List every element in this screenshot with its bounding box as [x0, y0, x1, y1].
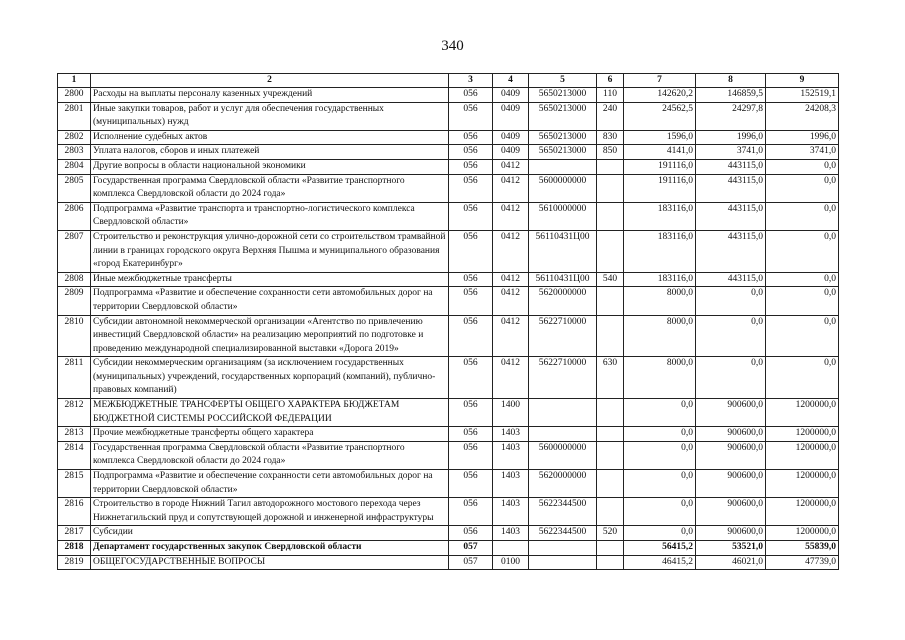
- header-cell: 8: [696, 74, 766, 88]
- section-code: 1403: [493, 427, 529, 442]
- amount-year-1: 1596,0: [624, 130, 696, 145]
- amount-year-2: 0,0: [696, 315, 766, 357]
- section-code: 0412: [493, 315, 529, 357]
- table-row: [58, 230, 839, 272]
- section-code: 1403: [493, 441, 529, 469]
- row-number: 2809: [58, 287, 91, 315]
- header-row: [58, 74, 839, 88]
- target-code: [529, 555, 597, 570]
- table-row: [58, 427, 839, 442]
- row-number: 2806: [58, 202, 91, 230]
- expense-type-code: [597, 555, 624, 570]
- expense-type-code: [597, 441, 624, 469]
- table-row: [58, 159, 839, 174]
- table-row: [58, 102, 839, 130]
- amount-year-2: 0,0: [696, 357, 766, 399]
- amount-year-1: 8000,0: [624, 315, 696, 357]
- expense-type-code: [597, 470, 624, 498]
- amount-year-3: 0,0: [766, 202, 839, 230]
- expense-type-code: 110: [597, 88, 624, 103]
- row-name: МЕЖБЮДЖЕТНЫЕ ТРАНСФЕРТЫ ОБЩЕГО ХАРАКТЕРА БЮДЖЕТАМ БЮДЖЕТНОЙ СИСТЕМЫ РОССИЙСКОЙ ФЕДЕРАЦИИ: [91, 399, 449, 427]
- amount-year-2: 900600,0: [696, 526, 766, 541]
- amount-year-1: 0,0: [624, 399, 696, 427]
- row-name: Иные закупки товаров, работ и услуг для обеспечения государственных (муниципальных) нужд: [91, 102, 449, 130]
- section-code: 1400: [493, 399, 529, 427]
- row-number: 2800: [58, 88, 91, 103]
- amount-year-3: 1200000,0: [766, 470, 839, 498]
- ministry-code: 056: [449, 470, 493, 498]
- ministry-code: 056: [449, 159, 493, 174]
- amount-year-2: 443115,0: [696, 272, 766, 287]
- ministry-code: 056: [449, 202, 493, 230]
- expense-type-code: 830: [597, 130, 624, 145]
- amount-year-3: 1996,0: [766, 130, 839, 145]
- row-name: Прочие межбюджетные трансферты общего характера: [91, 427, 449, 442]
- target-code: 5600000000: [529, 441, 597, 469]
- amount-year-2: 900600,0: [696, 399, 766, 427]
- table-row: [58, 526, 839, 541]
- target-code: 56110431Ц00: [529, 272, 597, 287]
- row-name: Строительство и реконструкция улично-дорожной сети со строительством трамвайной линии в границах городского округа Верхняя Пышма и муниципального образования «город Екатеринбург»: [91, 230, 449, 272]
- row-number: 2816: [58, 498, 91, 526]
- section-code: 0412: [493, 272, 529, 287]
- row-name: Субсидии некоммерческим организациям (за исключением государственных (муниципальных) учреждений, государственных корпораций (компаний), публично-правовых компаний): [91, 357, 449, 399]
- expense-type-code: [597, 498, 624, 526]
- expense-type-code: [597, 541, 624, 556]
- amount-year-1: 56415,2: [624, 541, 696, 556]
- row-name: Иные межбюджетные трансферты: [91, 272, 449, 287]
- row-number: 2804: [58, 159, 91, 174]
- table-row: [58, 498, 839, 526]
- amount-year-1: 8000,0: [624, 287, 696, 315]
- amount-year-2: 900600,0: [696, 427, 766, 442]
- target-code: 5650213000: [529, 130, 597, 145]
- amount-year-1: 183116,0: [624, 230, 696, 272]
- amount-year-2: 46021,0: [696, 555, 766, 570]
- row-name: Подпрограмма «Развитие транспорта и транспортно-логистического комплекса Свердловской области»: [91, 202, 449, 230]
- target-code: 5620000000: [529, 287, 597, 315]
- section-code: 0409: [493, 145, 529, 160]
- amount-year-1: 191116,0: [624, 174, 696, 202]
- section-code: 0100: [493, 555, 529, 570]
- section-code: 0412: [493, 357, 529, 399]
- section-code: 0409: [493, 88, 529, 103]
- table-row: [58, 441, 839, 469]
- amount-year-2: 900600,0: [696, 498, 766, 526]
- ministry-code: 056: [449, 427, 493, 442]
- amount-year-2: 443115,0: [696, 202, 766, 230]
- amount-year-3: 1200000,0: [766, 399, 839, 427]
- table-row: [58, 399, 839, 427]
- row-name: ОБЩЕГОСУДАРСТВЕННЫЕ ВОПРОСЫ: [91, 555, 449, 570]
- row-number: 2802: [58, 130, 91, 145]
- row-name: Субсидии: [91, 526, 449, 541]
- section-code: 0412: [493, 159, 529, 174]
- table-row: [58, 470, 839, 498]
- section-code: 1403: [493, 470, 529, 498]
- expense-type-code: 540: [597, 272, 624, 287]
- amount-year-2: 443115,0: [696, 230, 766, 272]
- target-code: 5650213000: [529, 145, 597, 160]
- expense-type-code: 630: [597, 357, 624, 399]
- section-code: 0412: [493, 174, 529, 202]
- amount-year-2: 146859,5: [696, 88, 766, 103]
- row-number: 2813: [58, 427, 91, 442]
- table-row: [58, 357, 839, 399]
- amount-year-3: 0,0: [766, 159, 839, 174]
- amount-year-2: 443115,0: [696, 174, 766, 202]
- amount-year-3: 1200000,0: [766, 427, 839, 442]
- amount-year-3: 0,0: [766, 287, 839, 315]
- row-name: Исполнение судебных актов: [91, 130, 449, 145]
- target-code: 5650213000: [529, 102, 597, 130]
- amount-year-3: 3741,0: [766, 145, 839, 160]
- row-number: 2815: [58, 470, 91, 498]
- target-code: [529, 427, 597, 442]
- ministry-code: 056: [449, 399, 493, 427]
- amount-year-1: 24562,5: [624, 102, 696, 130]
- page-number: 340: [441, 38, 464, 54]
- expense-type-code: [597, 230, 624, 272]
- header-cell: 6: [597, 74, 624, 88]
- table-row: [58, 272, 839, 287]
- amount-year-1: 0,0: [624, 526, 696, 541]
- amount-year-2: 0,0: [696, 287, 766, 315]
- section-code: 0412: [493, 287, 529, 315]
- amount-year-3: 24208,3: [766, 102, 839, 130]
- expense-type-code: [597, 174, 624, 202]
- row-name: Уплата налогов, сборов и иных платежей: [91, 145, 449, 160]
- amount-year-2: 53521,0: [696, 541, 766, 556]
- amount-year-2: 3741,0: [696, 145, 766, 160]
- amount-year-3: 0,0: [766, 315, 839, 357]
- expense-type-code: 520: [597, 526, 624, 541]
- target-code: 5622344500: [529, 526, 597, 541]
- target-code: [529, 159, 597, 174]
- row-number: 2805: [58, 174, 91, 202]
- amount-year-1: 46415,2: [624, 555, 696, 570]
- ministry-code: 056: [449, 526, 493, 541]
- table-row: [58, 174, 839, 202]
- target-code: 5622344500: [529, 498, 597, 526]
- amount-year-1: 183116,0: [624, 202, 696, 230]
- row-number: 2803: [58, 145, 91, 160]
- table-row: [58, 541, 839, 556]
- amount-year-3: 152519,1: [766, 88, 839, 103]
- amount-year-1: 0,0: [624, 498, 696, 526]
- amount-year-1: 8000,0: [624, 357, 696, 399]
- amount-year-3: 1200000,0: [766, 526, 839, 541]
- expense-type-code: [597, 287, 624, 315]
- amount-year-1: 4141,0: [624, 145, 696, 160]
- row-name: Субсидии автономной некоммерческой организации «Агентство по привлечению инвестиций Свердловской области» на реализацию мероприятий по подготовке и проведению международной специализированной выставки «Дорога 2019»: [91, 315, 449, 357]
- target-code: 5622710000: [529, 357, 597, 399]
- ministry-code: 057: [449, 555, 493, 570]
- target-code: [529, 541, 597, 556]
- row-name: Расходы на выплаты персоналу казенных учреждений: [91, 88, 449, 103]
- row-number: 2810: [58, 315, 91, 357]
- table-row: [58, 287, 839, 315]
- amount-year-1: 0,0: [624, 470, 696, 498]
- target-code: 5622710000: [529, 315, 597, 357]
- row-name: Государственная программа Свердловской области «Развитие транспортного комплекса Свердловской области до 2024 года»: [91, 174, 449, 202]
- row-number: 2812: [58, 399, 91, 427]
- table-row: [58, 145, 839, 160]
- target-code: 5610000000: [529, 202, 597, 230]
- amount-year-3: 0,0: [766, 174, 839, 202]
- amount-year-3: 1200000,0: [766, 441, 839, 469]
- row-number: 2811: [58, 357, 91, 399]
- amount-year-2: 1996,0: [696, 130, 766, 145]
- amount-year-2: 900600,0: [696, 470, 766, 498]
- row-name: Другие вопросы в области национальной экономики: [91, 159, 449, 174]
- ministry-code: 056: [449, 88, 493, 103]
- amount-year-3: 0,0: [766, 230, 839, 272]
- amount-year-3: 47739,0: [766, 555, 839, 570]
- amount-year-2: 900600,0: [696, 441, 766, 469]
- ministry-code: 056: [449, 441, 493, 469]
- target-code: 5620000000: [529, 470, 597, 498]
- header-cell: 9: [766, 74, 839, 88]
- target-code: 56110431Ц00: [529, 230, 597, 272]
- row-number: 2817: [58, 526, 91, 541]
- table-row: [58, 130, 839, 145]
- table-row: [58, 555, 839, 570]
- budget-table: [57, 73, 839, 570]
- section-code: [493, 541, 529, 556]
- header-cell: 7: [624, 74, 696, 88]
- target-code: 5650213000: [529, 88, 597, 103]
- amount-year-2: 24297,8: [696, 102, 766, 130]
- target-code: 5600000000: [529, 174, 597, 202]
- table-row: [58, 202, 839, 230]
- table-body: [58, 88, 839, 570]
- ministry-code: 056: [449, 498, 493, 526]
- section-code: 0409: [493, 102, 529, 130]
- header-cell: 2: [91, 74, 449, 88]
- amount-year-1: 183116,0: [624, 272, 696, 287]
- expense-type-code: [597, 399, 624, 427]
- row-name: Подпрограмма «Развитие и обеспечение сохранности сети автомобильных дорог на территории Свердловской области»: [91, 470, 449, 498]
- row-name: Департамент государственных закупок Свердловской области: [91, 541, 449, 556]
- amount-year-1: 0,0: [624, 427, 696, 442]
- table-row: [58, 315, 839, 357]
- ministry-code: 056: [449, 287, 493, 315]
- table-row: [58, 88, 839, 103]
- expense-type-code: [597, 202, 624, 230]
- row-number: 2819: [58, 555, 91, 570]
- ministry-code: 056: [449, 102, 493, 130]
- amount-year-1: 191116,0: [624, 159, 696, 174]
- ministry-code: 056: [449, 272, 493, 287]
- expense-type-code: [597, 315, 624, 357]
- ministry-code: 056: [449, 315, 493, 357]
- ministry-code: 056: [449, 357, 493, 399]
- row-name: Строительство в городе Нижний Тагил автодорожного мостового перехода через Нижнетагильский пруд и сопутствующей дорожной и инженерной инфраструктуры: [91, 498, 449, 526]
- expense-type-code: [597, 427, 624, 442]
- ministry-code: 056: [449, 145, 493, 160]
- header-cell: 5: [529, 74, 597, 88]
- header-cell: 4: [493, 74, 529, 88]
- ministry-code: 056: [449, 130, 493, 145]
- amount-year-1: 142620,2: [624, 88, 696, 103]
- row-name: Государственная программа Свердловской области «Развитие транспортного комплекса Свердловской области до 2024 года»: [91, 441, 449, 469]
- row-number: 2808: [58, 272, 91, 287]
- row-name: Подпрограмма «Развитие и обеспечение сохранности сети автомобильных дорог на территории Свердловской области»: [91, 287, 449, 315]
- header-cell: 3: [449, 74, 493, 88]
- ministry-code: 056: [449, 174, 493, 202]
- amount-year-2: 443115,0: [696, 159, 766, 174]
- section-code: 0412: [493, 202, 529, 230]
- section-code: 0412: [493, 230, 529, 272]
- amount-year-3: 55839,0: [766, 541, 839, 556]
- section-code: 1403: [493, 526, 529, 541]
- row-number: 2818: [58, 541, 91, 556]
- section-code: 1403: [493, 498, 529, 526]
- expense-type-code: 240: [597, 102, 624, 130]
- amount-year-3: 1200000,0: [766, 498, 839, 526]
- row-number: 2807: [58, 230, 91, 272]
- ministry-code: 057: [449, 541, 493, 556]
- amount-year-3: 0,0: [766, 357, 839, 399]
- expense-type-code: 850: [597, 145, 624, 160]
- target-code: [529, 399, 597, 427]
- expense-type-code: [597, 159, 624, 174]
- section-code: 0409: [493, 130, 529, 145]
- amount-year-3: 0,0: [766, 272, 839, 287]
- row-number: 2814: [58, 441, 91, 469]
- header-cell: 1: [58, 74, 91, 88]
- row-number: 2801: [58, 102, 91, 130]
- amount-year-1: 0,0: [624, 441, 696, 469]
- ministry-code: 056: [449, 230, 493, 272]
